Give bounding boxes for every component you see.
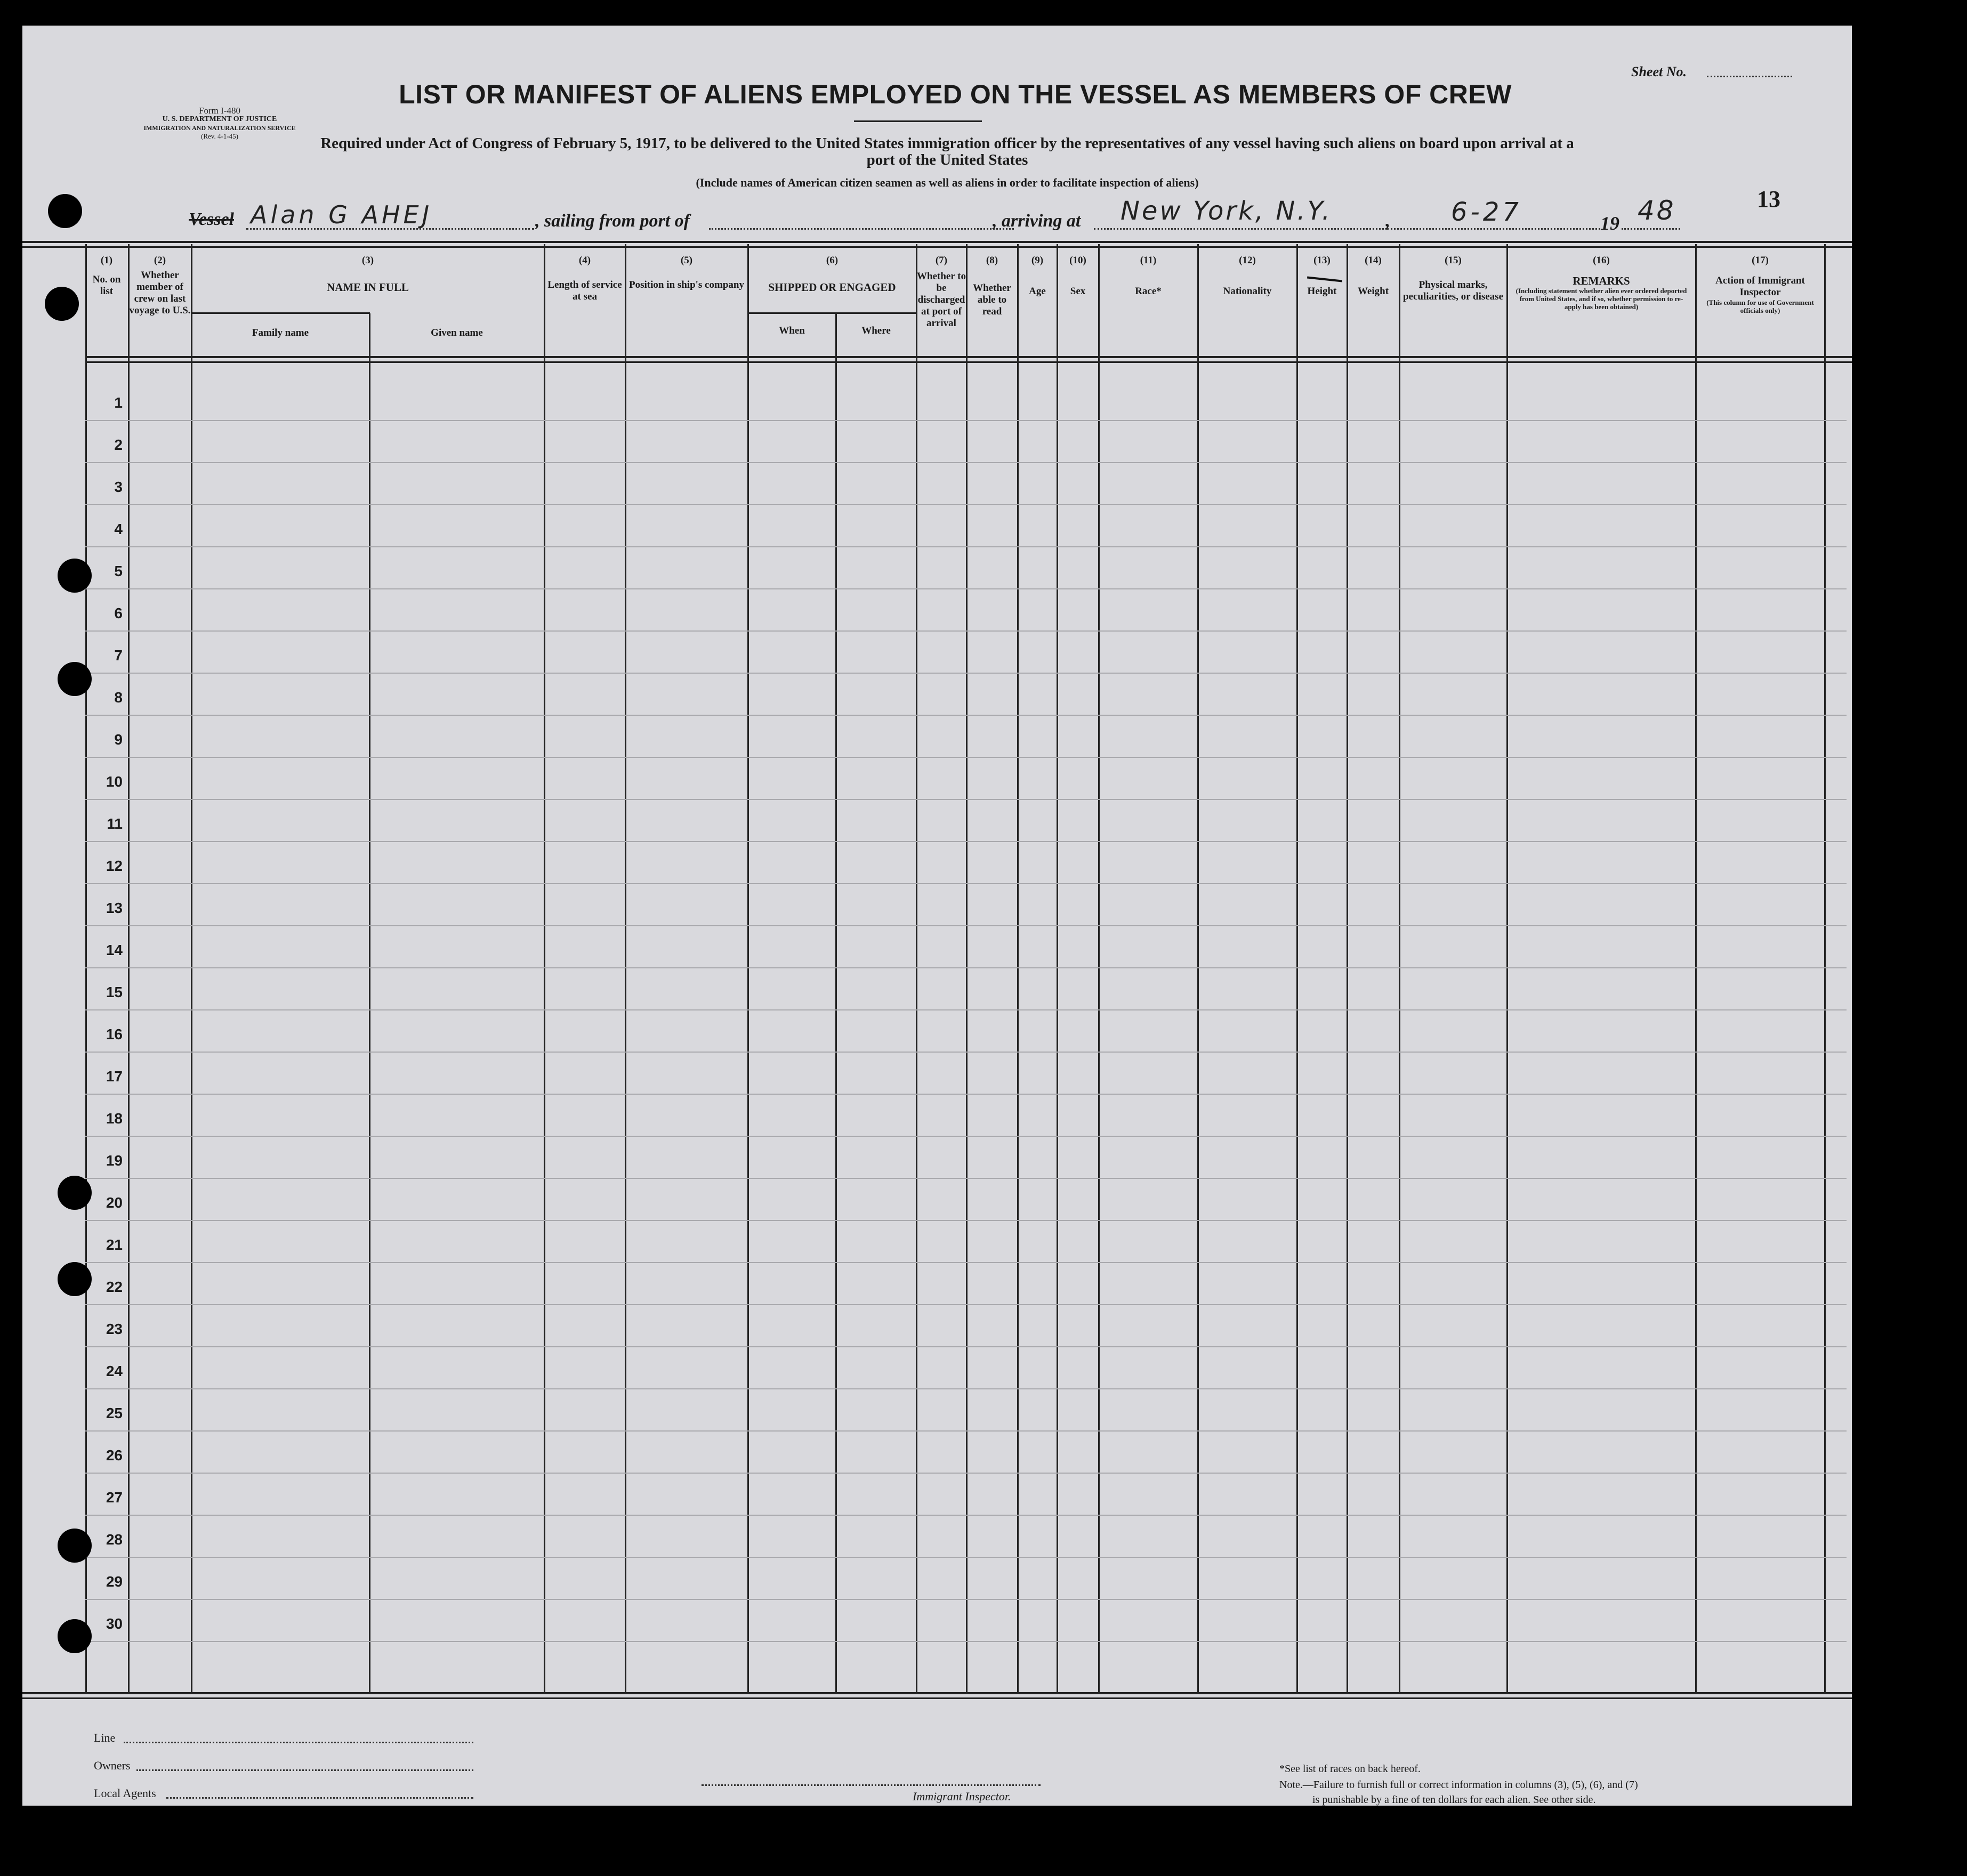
row-number: 19 (106, 1152, 123, 1169)
table-bottom-border-2 (22, 1697, 1852, 1699)
col-3-header: (3) NAME IN FULL (326, 255, 409, 294)
vessel-underline (246, 228, 534, 230)
col-line (835, 313, 837, 1694)
table-row[interactable] (85, 1557, 1847, 1558)
col-line (966, 244, 968, 1694)
form-service: IMMIGRATION AND NATURALIZATION SERVICE (143, 124, 296, 132)
row-number: 14 (106, 942, 123, 958)
date-underline (1387, 228, 1600, 230)
punch-hole (48, 194, 82, 228)
col-line (1098, 244, 1100, 1694)
table-row[interactable] (85, 546, 1847, 547)
races-note: *See list of races on back hereof. (1279, 1763, 1421, 1775)
table-top-border-2 (22, 246, 1852, 248)
table-row[interactable] (85, 1052, 1847, 1053)
col-line (1347, 244, 1348, 1694)
table-bottom-border (22, 1692, 1852, 1694)
table-row[interactable] (85, 1136, 1847, 1137)
shipped-subheader-line (747, 312, 917, 314)
arriving-port-field[interactable]: New York, N.Y. (1120, 196, 1332, 226)
row-number: 15 (106, 984, 123, 1000)
table-row[interactable] (85, 1641, 1847, 1642)
year-field[interactable]: 48 (1638, 195, 1676, 226)
col-6-when-header: When (779, 325, 805, 336)
col-line (625, 244, 626, 1694)
subtitle-line2: port of the United States (866, 151, 1028, 168)
table-row[interactable] (85, 1346, 1847, 1347)
row-number: 8 (114, 689, 123, 706)
row-number: 12 (106, 858, 123, 874)
date-field[interactable]: 6-27 (1451, 197, 1522, 227)
row-number: 29 (106, 1573, 123, 1590)
col-line (191, 244, 192, 1694)
col-line (1296, 244, 1298, 1694)
table-row[interactable] (85, 1473, 1847, 1474)
col-4-header: (4) Length of service at sea (547, 255, 622, 302)
row-number: 13 (106, 900, 123, 916)
row-number: 9 (114, 731, 123, 748)
col-line (85, 244, 87, 1694)
col-8-header: (8) Whether able to read (973, 255, 1011, 317)
row-number: 22 (106, 1279, 123, 1295)
row-number: 21 (106, 1236, 123, 1253)
punch-hole (58, 1176, 92, 1210)
page-number: 13 (1757, 186, 1780, 212)
col-line (1506, 244, 1508, 1694)
footer-agents-label: Local Agents (94, 1786, 156, 1800)
row-number: 27 (106, 1489, 123, 1506)
arriving-label: , arriving at (993, 211, 1081, 231)
punch-hole (58, 1619, 92, 1653)
table-row[interactable] (85, 757, 1847, 758)
col-6-where-header: Where (861, 325, 891, 336)
table-row[interactable] (85, 1262, 1847, 1263)
row-number: 23 (106, 1321, 123, 1337)
col-line (544, 244, 545, 1694)
col-15-header: (15) Physical marks, peculiarities, or disease (1402, 255, 1504, 302)
col-line (1824, 244, 1826, 1694)
table-row[interactable] (85, 673, 1847, 674)
subtitle-line1: Required under Act of Congress of February 5, 1917, to be delivered to the United States immigration officer by the representatives of any vessel having such aliens on board upon arrival at a (320, 135, 1574, 152)
punch-hole (58, 559, 92, 593)
row-number: 16 (106, 1026, 123, 1042)
col-line (1695, 244, 1697, 1694)
comma-sep: , (1385, 211, 1390, 231)
year-underline (1622, 228, 1680, 230)
table-row[interactable] (85, 1388, 1847, 1389)
punch-hole (58, 662, 92, 696)
table-row[interactable] (85, 504, 1847, 505)
col-12-header: (12) Nationality (1223, 255, 1272, 297)
header-bottom-border-2 (85, 361, 1852, 363)
footer-line-label: Line (94, 1731, 116, 1744)
manifest-sheet (22, 26, 1852, 1806)
row-number: 20 (106, 1194, 123, 1211)
title-underline (854, 120, 982, 122)
row-number: 18 (106, 1110, 123, 1127)
table-row[interactable] (85, 462, 1847, 463)
row-number: 3 (114, 479, 123, 495)
col-3-given-header: Given name (431, 327, 483, 338)
footer-owners-field[interactable] (136, 1769, 473, 1771)
col-16-header: (16) REMARKS (Including statement whether alien ever ordered deported from United States, and if so, whether permission to re-apply has been obtained) (1515, 255, 1687, 311)
footer-owners-label: Owners (94, 1759, 131, 1772)
col-14-header: (14) Weight (1357, 255, 1389, 297)
col-line (1017, 244, 1019, 1694)
header-bottom-border (85, 356, 1852, 358)
table-row[interactable] (85, 630, 1847, 632)
table-row[interactable] (85, 1094, 1847, 1095)
row-number: 26 (106, 1447, 123, 1463)
col-line (369, 313, 370, 1694)
page-title: LIST OR MANIFEST OF ALIENS EMPLOYED ON THE VESSEL AS MEMBERS OF CREW (399, 79, 1512, 109)
vessel-label: Vessel (189, 209, 234, 229)
footer-line-field[interactable] (124, 1742, 473, 1743)
table-row[interactable] (85, 883, 1847, 884)
col-line (916, 244, 917, 1694)
form-dept: U. S. DEPARTMENT OF JUSTICE (162, 115, 277, 123)
col-7-header: (7) Whether to be discharged at port of arrival (917, 255, 966, 329)
col-line (128, 244, 130, 1694)
table-row[interactable] (85, 967, 1847, 968)
table-row[interactable] (85, 1515, 1847, 1516)
row-number: 5 (114, 563, 123, 579)
table-top-border (22, 241, 1852, 243)
row-number: 6 (114, 605, 123, 621)
penalty-note-2: is punishable by a fine of ten dollars for each alien. See other side. (1312, 1794, 1596, 1806)
col-line (1057, 244, 1058, 1694)
sheet-no-field[interactable] (1707, 76, 1792, 77)
col-2-header: (2) Whether member of crew on last voyage to U.S. (129, 255, 191, 316)
row-number: 1 (114, 394, 123, 411)
row-number: 11 (107, 815, 123, 832)
col-line (747, 244, 749, 1694)
inspector-label: Immigrant Inspector. (913, 1790, 1011, 1803)
arriving-underline (1094, 228, 1387, 230)
row-number: 10 (106, 773, 123, 790)
table-row[interactable] (85, 420, 1847, 421)
sailing-port-field[interactable] (709, 228, 1014, 230)
col-1-header: (1) No. on list (92, 255, 121, 297)
table-row[interactable] (85, 1220, 1847, 1221)
punch-hole (58, 1529, 92, 1563)
col-13-header: (13) Height (1307, 255, 1337, 297)
col-6-header: (6) SHIPPED OR ENGAGED (768, 255, 896, 294)
col-3-family-header: Family name (252, 327, 309, 338)
year-prefix: 19 (1600, 213, 1619, 234)
table-row[interactable] (85, 1304, 1847, 1305)
col-line (1399, 244, 1400, 1694)
penalty-note-1: Note.—Failure to furnish full or correct information in columns (3), (5), (6), and (7) (1279, 1779, 1638, 1791)
col-10-header: (10) Sex (1069, 255, 1086, 297)
row-number: 7 (114, 647, 123, 664)
form-number: Form I-480 (199, 106, 240, 116)
row-number: 28 (106, 1531, 123, 1548)
vessel-name-field[interactable]: Alan G AHEJ (251, 200, 433, 229)
col-9-header: (9) Age (1029, 255, 1046, 297)
punch-hole (45, 287, 79, 321)
row-number: 4 (114, 521, 123, 537)
table-row[interactable] (85, 1599, 1847, 1600)
form-rev: (Rev. 4-1-45) (201, 132, 238, 140)
inspector-signature-field[interactable] (702, 1784, 1041, 1786)
table-row[interactable] (85, 1430, 1847, 1432)
footer-agents-field[interactable] (166, 1797, 473, 1799)
table-row[interactable] (85, 841, 1847, 842)
row-number: 30 (106, 1615, 123, 1632)
table-row[interactable] (85, 1178, 1847, 1179)
table-row[interactable] (85, 1009, 1847, 1010)
row-number: 25 (106, 1405, 123, 1421)
table-row[interactable] (85, 799, 1847, 800)
row-number: 17 (106, 1068, 123, 1085)
col-11-header: (11) Race* (1135, 255, 1162, 297)
col-17-header: (17) Action of Immigrant Inspector (This column for use of Government officials only) (1706, 255, 1814, 314)
table-row[interactable] (85, 925, 1847, 926)
sailing-label: , sailing from port of (535, 211, 690, 231)
row-number: 24 (106, 1363, 123, 1379)
sheet-no-label: Sheet No. (1631, 64, 1687, 79)
subtitle-note: (Include names of American citizen seamen as well as aliens in order to facilitate inspection of aliens) (696, 176, 1199, 189)
col-5-header: (5) Position in ship's company (629, 255, 744, 290)
name-subheader-line (191, 312, 370, 314)
col-line (1197, 244, 1199, 1694)
punch-hole (58, 1262, 92, 1296)
table-row[interactable] (85, 588, 1847, 589)
row-number: 2 (114, 436, 123, 453)
table-row[interactable] (85, 715, 1847, 716)
